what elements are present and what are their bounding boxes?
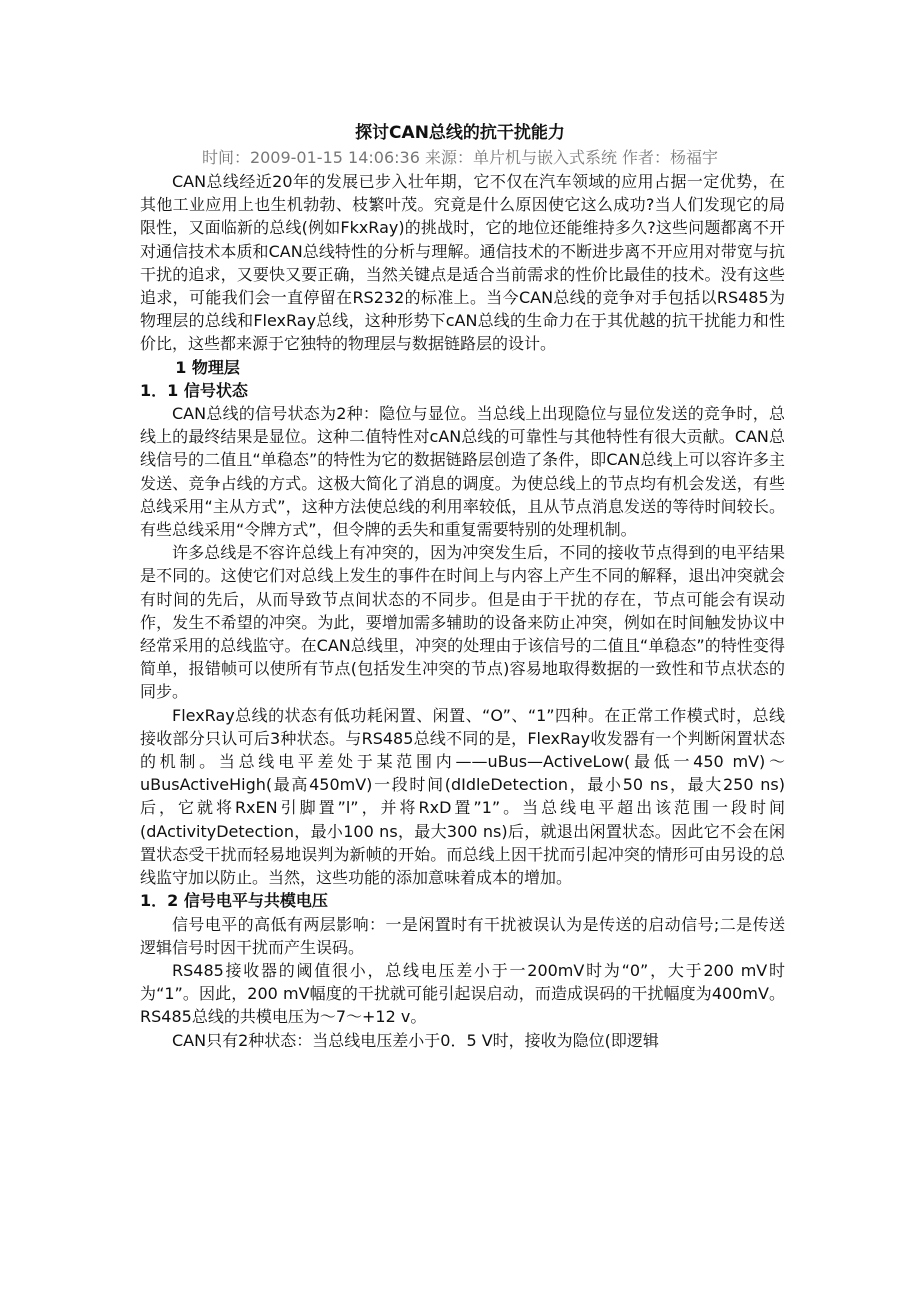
body-paragraph: 信号电平的高低有两层影响：一是闲置时有干扰被误认为是传送的启动信号;二是传送逻辑信号时因干扰而产生误码。 [140, 914, 785, 957]
body-paragraph: FlexRay总线的状态有低功耗闲置、闲置、“O”、“1”四种。在正常工作模式时，总线接收部分只认可后3种状态。与RS485总线不同的是，FlexRay收发器有一个判断闲置状态的机制。当总线电平差处于某范围内——uBus—ActiveLow(最低一450 mV)～uBusActiveHigh(最高450mV)一段时间(dIdleDetection，最小50 ns，最大250 ns)后，它就将RxEN引脚置”l”，并将RxD置”1”。当总线电平超出该范围一段时间(dActivityDetection，最小100 ns，最大300 ns)后，就退出闲置状态。因此它不会在闲置状态受干扰而轻易地误判为新帧的开始。而总线上因干扰而引起冲突的情形可由另设的总线监守加以防止。当然，这些功能的添加意味着成本的增加。 [140, 705, 785, 888]
section-heading-physical-layer: 1 物理层 [175, 357, 240, 377]
article-body [140, 170, 785, 1052]
subsection-heading-signal-state: 1．1 信号状态 [140, 380, 248, 400]
body-paragraph: CAN只有2种状态：当总线电压差小于0．5 V时，接收为隐位(即逻辑 [172, 1030, 659, 1050]
body-paragraph: CAN总线的信号状态为2种：隐位与显位。当总线上出现隐位与显位发送的竞争时，总线上的最终结果是显位。这种二值特性对cAN总线的可靠性与其他特性有很大贡献。CAN总线信号的二值且“单稳态”的特性为它的数据链路层创造了条件，即CAN总线上可以容许多主发送、竞争占线的方式。这极大简化了消息的调度。为使总线上的节点均有机会发送，有些总线采用“主从方式”，这种方法使总线的利用率较低，且从节点消息发送的等待时间较长。有些总线采用“令牌方式”，但令牌的丢失和重复需要特别的处理机制。 [140, 404, 785, 540]
intro-paragraph: CAN总线经近20年的发展已步入壮年期，它不仅在汽车领域的应用占据一定优势，在其他工业应用上也生机勃勃、枝繁叶茂。究竟是什么原因使它这么成功?当人们发现它的局限性，又面临新的总线(例如FkxRay)的挑战时，它的地位还能维持多久?这些问题都离不开对通信技术本质和CAN总线特性的分析与理解。通信技术的不断进步离不开应用对带宽与抗干扰的追求，又要快又要正确，当然关键点是适合当前需求的性价比最佳的技术。没有这些追求，可能我们会一直停留在RS232的标准上。当今CAN总线的竞争对手包括以RS485为物理层的总线和FlexRay总线，这种形势下cAN总线的生命力在于其优越的抗干扰能力和性价比，这些都来源于它独特的物理层与数据链路层的设计。 [140, 172, 785, 354]
body-paragraph: 许多总线是不容许总线上有冲突的，因为冲突发生后，不同的接收节点得到的电平结果是不同的。这使它们对总线上发生的事件在时间上与内容上产生不同的解释，退出冲突就会有时间的先后，从而导致节点间状态的不同步。但是由于干扰的存在，节点可能会有误动作，发生不希望的冲突。为此，要增加需多辅助的设备来防止冲突，例如在时间触发协议中经常采用的总线监守。在CAN总线里，冲突的处理由于该信号的二值且“单稳态”的特性变得简单，报错帧可以使所有节点(包括发生冲突的节点)容易地取得数据的一致性和节点状态的同步。 [140, 543, 785, 702]
article-meta: 时间：2009-01-15 14:06:36 来源：单片机与嵌入式系统 作者：杨福宇 [201, 148, 719, 167]
subsection-heading-signal-level: 1．2 信号电平与共模电压 [140, 891, 328, 911]
body-paragraph: RS485接收器的阈值很小，总线电压差小于一200mV时为“0”，大于200 mV时为“1”。因此，200 mV幅度的干扰就可能引起误启动，而造成误码的干扰幅度为400mV。RS485总线的共模电压为～7～+12 v。 [140, 960, 785, 1027]
article-title: 探讨CAN总线的抗干扰能力 [355, 123, 565, 143]
